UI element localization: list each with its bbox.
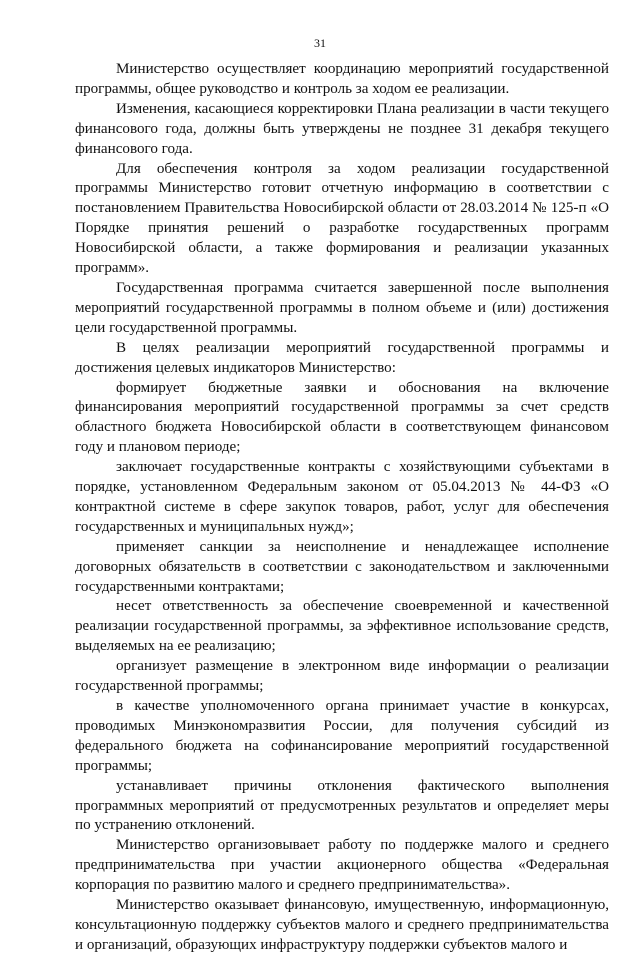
paragraph: применяет санкции за неисполнение и ненадлежащее исполнение договорных обязательств в соответствии с законодательством и заключенными государственными контрактами; <box>75 538 609 595</box>
paragraph: заключает государственные контракты с хозяйствующими субъектами в порядке, установленном Федеральным законом от 05.04.2013 № 44-ФЗ «О контрактной системе в сфере закупок товаров, работ, услуг для обеспечения государственных и муниципальных нужд»; <box>75 459 609 535</box>
paragraph: Для обеспечения контроля за ходом реализации государственной программы Министерство готовит отчетную информацию в соответствии с постановлением Правительства Новосибирской области от 28.03.2014 № 125-п «О Порядке принятия решений о разработке государственных программ Новосибирской области, а также формирования и реализации указанных программ». <box>75 160 609 277</box>
paragraph: в качестве уполномоченного органа принимает участие в конкурсах, проводимых Минэкономразвития России, для получения субсидий из федерального бюджета на софинансирование мероприятий государственной программы; <box>75 698 609 774</box>
paragraph: организует размещение в электронном виде информации о реализации государственной программы; <box>75 658 609 695</box>
page-number: 31 <box>314 36 326 50</box>
paragraph: формирует бюджетные заявки и обоснования на включение финансирования мероприятий государственной программы за счет средств областного бюджета Новосибирской области в соответствующем финансовом году и плановом периоде; <box>75 379 609 456</box>
paragraph: В целях реализации мероприятий государственной программы и достижения целевых индикаторов Министерство: <box>75 339 609 376</box>
paragraph: Изменения, касающиеся корректировки Плана реализации в части текущего финансового года, должны быть утверждены не позднее 31 декабря текущего финансового года. <box>75 100 609 157</box>
paragraph: несет ответственность за обеспечение своевременной и качественной реализации государственной программы, за эффективное использование средств, выделяемых на ее реализацию; <box>75 598 609 655</box>
paragraph: Министерство оказывает финансовую, имущественную, информационную, консультационную поддержку субъектов малого и среднего предпринимательства и организаций, образующих инфраструктуру поддержки субъектов малого и <box>75 897 609 953</box>
paragraph: Министерство организовывает работу по поддержке малого и среднего предпринимательства при участии акционерного общества «Федеральная корпорация по развитию малого и среднего предпринимательства». <box>75 837 609 894</box>
document-body <box>75 60 609 956</box>
paragraph: Государственная программа считается завершенной после выполнения мероприятий государственной программы в полном объеме и (или) достижения цели государственной программы. <box>75 279 609 336</box>
paragraph: Министерство осуществляет координацию мероприятий государственной программы, общее руководство и контроль за ходом ее реализации. <box>75 61 609 97</box>
paragraph: устанавливает причины отклонения фактического выполнения программных мероприятий от предусмотренных результатов и определяет меры по устранению отклонений. <box>75 777 609 834</box>
